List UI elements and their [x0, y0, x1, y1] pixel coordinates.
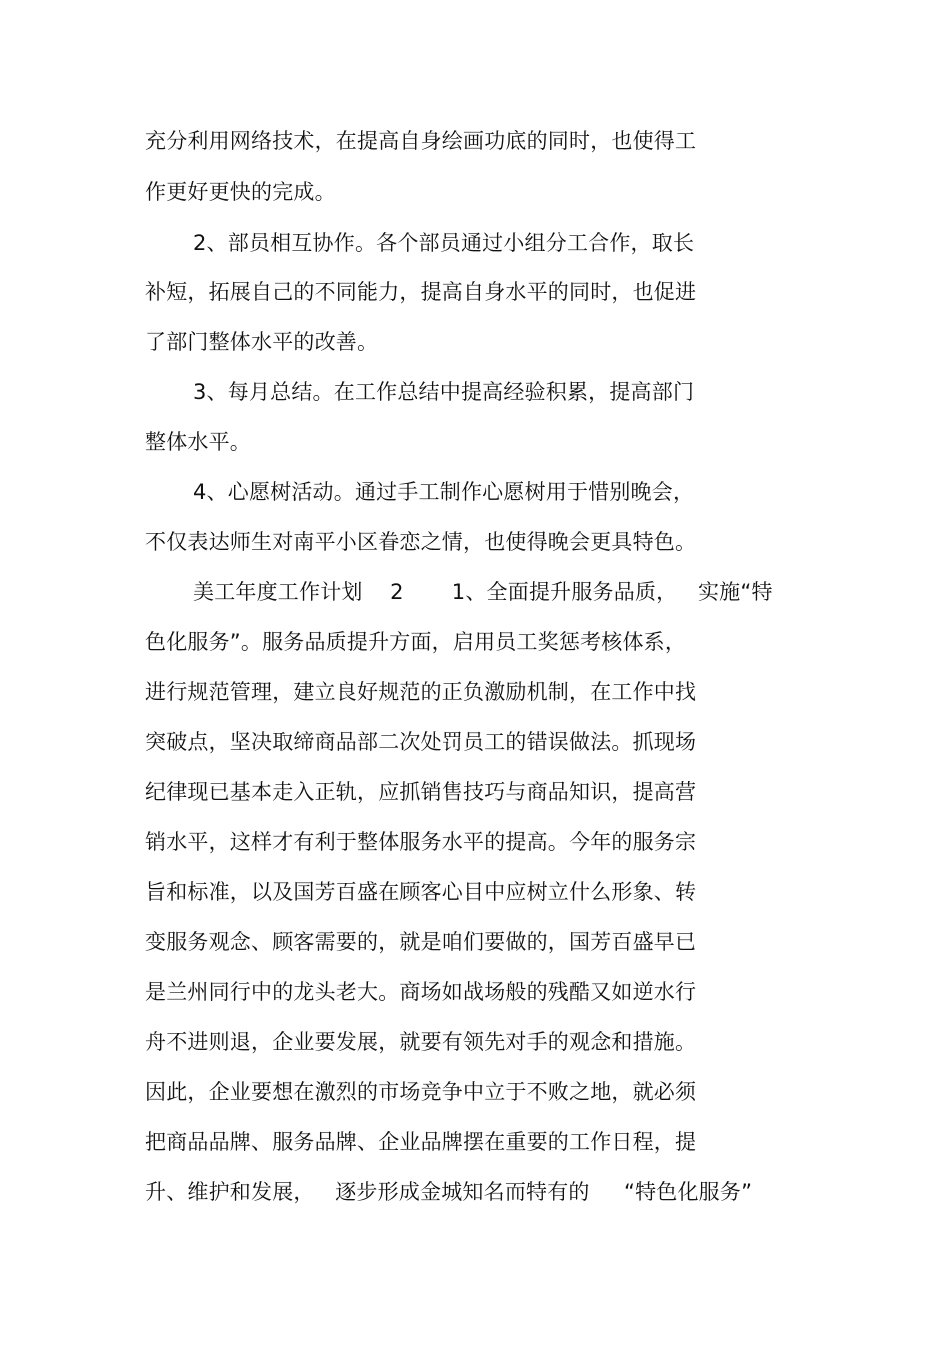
- text-line: 把商品品牌、服务品牌、企业品牌摆在重要的工作日程，提: [145, 1130, 697, 1154]
- text-line: 3、每月总结。在工作总结中提高经验积累，提高部门: [193, 380, 695, 404]
- text-line: 作更好更快的完成。: [145, 180, 336, 204]
- text-line: 变服务观念、顾客需要的，就是咱们要做的，国芳百盛早已: [145, 930, 697, 954]
- text-line: 旨和标准，以及国芳百盛在顾客心目中应树立什么形象、转: [145, 880, 697, 904]
- text-line: 不仅表达师生对南平小区眷恋之情，也使得晚会更具特色。: [145, 530, 697, 554]
- text-line: 美工年度工作计划 2 1、全面提升服务品质， 实施“特: [193, 580, 773, 604]
- text-line: 补短，拓展自己的不同能力，提高自身水平的同时，也促进: [145, 280, 697, 304]
- text-line: 进行规范管理，建立良好规范的正负激励机制，在工作中找: [145, 680, 697, 704]
- text-line: 因此，企业要想在激烈的市场竞争中立于不败之地，就必须: [145, 1080, 697, 1104]
- text-line: 升、维护和发展， 逐步形成金城知名而特有的 “特色化服务”: [145, 1180, 753, 1204]
- text-line: 整体水平。: [145, 430, 251, 454]
- text-line: 纪律现已基本走入正轨，应抓销售技巧与商品知识，提高营: [145, 780, 697, 804]
- text-line: 2、部员相互协作。各个部员通过小组分工合作，取长: [193, 231, 695, 255]
- text-line: 了部门整体水平的改善。: [145, 330, 379, 354]
- text-line: 色化服务”。服务品质提升方面，启用员工奖惩考核体系，: [145, 630, 687, 654]
- text-line: 突破点，坚决取缔商品部二次处罚员工的错误做法。抓现场: [145, 730, 697, 754]
- text-line: 充分利用网络技术，在提高自身绘画功底的同时，也使得工: [145, 129, 697, 153]
- text-line: 4、心愿树活动。通过手工制作心愿树用于惜别晚会，: [193, 480, 695, 504]
- text-line: 舟不进则退，企业要发展，就要有领先对手的观念和措施。: [145, 1030, 697, 1054]
- text-line: 销水平，这样才有利于整体服务水平的提高。今年的服务宗: [145, 830, 697, 854]
- text-line: 是兰州同行中的龙头老大。商场如战场般的残酷又如逆水行: [145, 980, 697, 1004]
